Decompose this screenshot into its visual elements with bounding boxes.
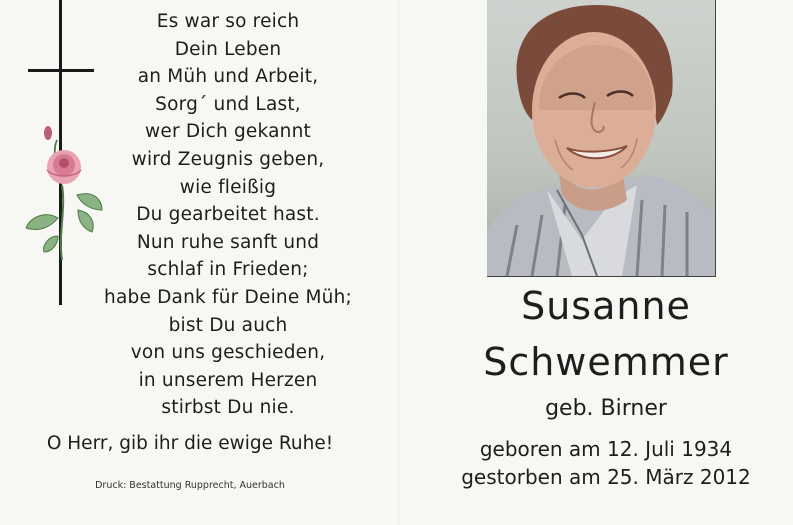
last-name: Schwemmer — [483, 340, 729, 384]
printer-credit: Druck: Bestattung Rupprecht, Auerbach — [95, 480, 285, 491]
poem-line: Es war so reich — [156, 11, 300, 32]
poem-line: stirbst Du nie. — [161, 397, 295, 419]
poem-line: schlaf in Frieden; — [147, 259, 309, 281]
death-date: gestorben am 25. März 2012 — [461, 465, 751, 489]
portrait-photo — [487, 0, 716, 277]
poem-line: Sorg´ und Last, — [155, 93, 301, 115]
poem-line: wer Dich gekannt — [145, 121, 311, 143]
poem-line: wie fleißig — [179, 176, 277, 198]
life-dates — [420, 435, 792, 491]
poem-line: habe Dank für Deine Müh; — [104, 286, 352, 308]
poem — [78, 8, 378, 422]
poem-line: Du gearbeitet hast. — [136, 204, 320, 226]
poem-line: in unserem Herzen — [138, 369, 318, 391]
birth-date: geboren am 12. Juli 1934 — [479, 437, 733, 461]
poem-line: Nun ruhe sanft und — [136, 231, 320, 253]
poem-line: bist Du auch — [168, 314, 288, 336]
poem-line: Dein Leben — [174, 38, 282, 60]
maiden-name: geb. Birner — [545, 396, 667, 421]
card-fold — [398, 0, 400, 525]
poem-line: von uns geschieden, — [130, 342, 326, 364]
poem-line: wird Zeugnis geben, — [131, 148, 325, 170]
poem-line: an Müh und Arbeit, — [137, 66, 319, 88]
first-name: Susanne — [521, 284, 691, 328]
prayer-text: O Herr, gib ihr die ewige Ruhe! — [46, 433, 334, 454]
